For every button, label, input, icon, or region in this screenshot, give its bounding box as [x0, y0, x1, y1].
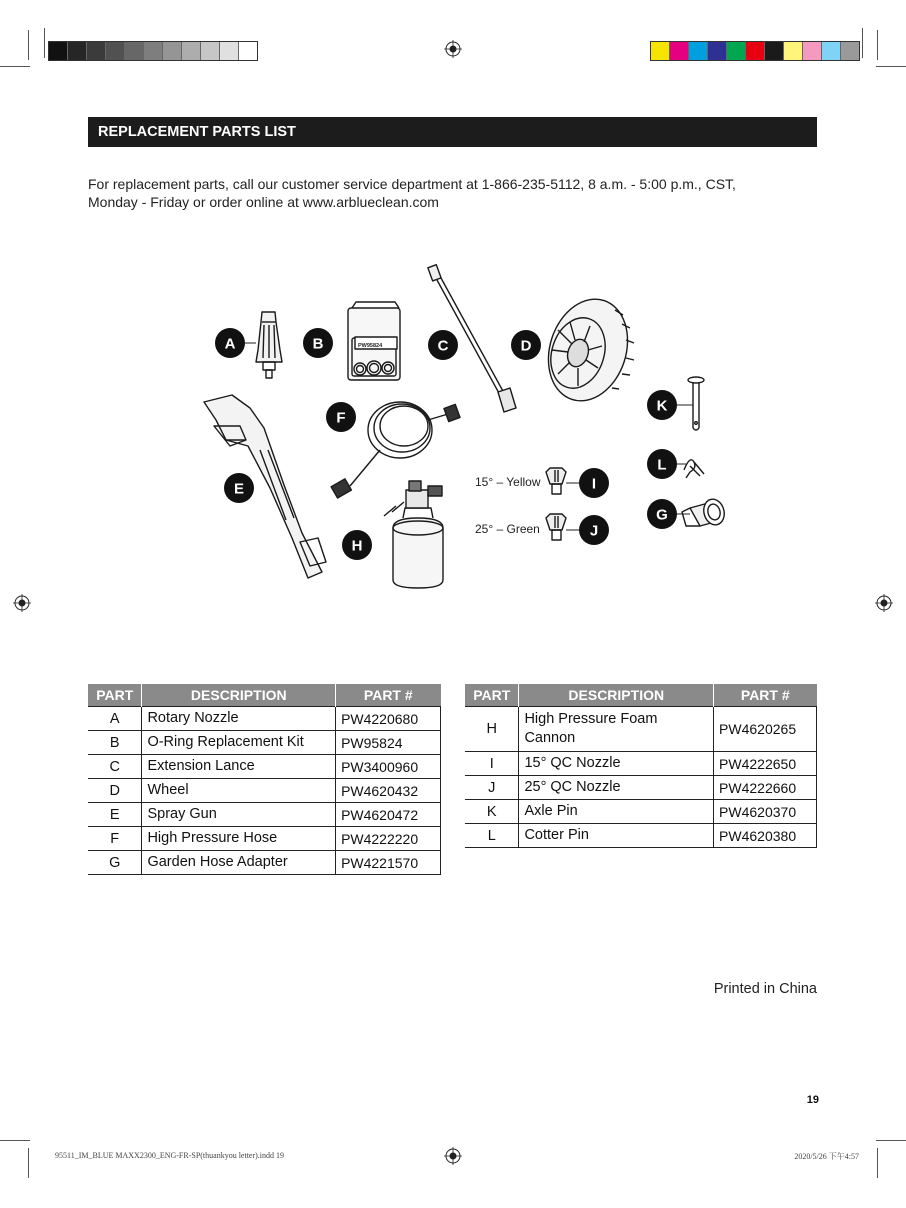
- part-cell: F: [88, 827, 142, 851]
- table-row: [465, 824, 817, 848]
- part-number-cell: PW4220680: [336, 707, 441, 731]
- part-cell: J: [465, 776, 519, 800]
- color-swatch: [144, 42, 163, 60]
- qc-nozzle-25-illustration: [546, 514, 566, 540]
- footer-date: 2020/5/26 下午4:57: [794, 1152, 859, 1161]
- description-cell: Wheel: [142, 779, 336, 803]
- registration-mark-bottom: [444, 1147, 462, 1165]
- parts-table-left: [88, 684, 441, 875]
- callout-e: [224, 473, 254, 503]
- table-row: [465, 752, 817, 776]
- description-cell: Spray Gun: [142, 803, 336, 827]
- table-row: [88, 851, 441, 875]
- color-swatch: [841, 42, 859, 60]
- color-swatch: [822, 42, 841, 60]
- grayscale-color-bar: [48, 41, 258, 61]
- part-number-cell: PW3400960: [336, 755, 441, 779]
- color-swatch: [670, 42, 689, 60]
- description-cell: High Pressure Foam Cannon: [519, 707, 714, 752]
- table-row: [88, 803, 441, 827]
- callout-j-letter: J: [589, 522, 599, 540]
- callout-j: [579, 515, 609, 545]
- description-cell: Axle Pin: [519, 800, 714, 824]
- table-row: [465, 800, 817, 824]
- cotter-pin-illustration: [684, 460, 704, 478]
- part-number-cell: PW4620370: [714, 800, 817, 824]
- header-part: PART: [465, 684, 519, 707]
- color-swatch: [689, 42, 708, 60]
- callout-h: [342, 530, 372, 560]
- part-cell: E: [88, 803, 142, 827]
- color-swatch: [746, 42, 765, 60]
- header-part-number: PART #: [714, 684, 817, 707]
- kit-label-text: PW95824: [358, 343, 383, 349]
- color-swatch: [220, 42, 239, 60]
- o-ring-kit-illustration: [348, 302, 400, 380]
- callout-h-letter: H: [351, 537, 363, 555]
- intro-paragraph: [88, 175, 817, 211]
- description-cell: 25° QC Nozzle: [519, 776, 714, 800]
- description-cell: O-Ring Replacement Kit: [142, 731, 336, 755]
- callout-c-letter: C: [437, 337, 449, 355]
- part-cell: I: [465, 752, 519, 776]
- callout-i: [579, 468, 609, 498]
- callout-a-letter: A: [224, 335, 236, 353]
- part-cell: A: [88, 707, 142, 731]
- callout-i-letter: I: [591, 475, 597, 493]
- callout-l: [647, 449, 677, 479]
- wheel-illustration: [536, 289, 640, 411]
- part-cell: B: [88, 731, 142, 755]
- color-swatch: [784, 42, 803, 60]
- garden-hose-adapter-illustration: [682, 497, 727, 527]
- callout-f-letter: F: [336, 409, 346, 427]
- callout-f: [326, 402, 356, 432]
- part-number-cell: PW4222660: [714, 776, 817, 800]
- description-cell: Rotary Nozzle: [142, 707, 336, 731]
- parts-diagram: [0, 250, 906, 600]
- registration-mark-top: [444, 40, 462, 58]
- color-swatch: [125, 42, 144, 60]
- foam-cannon-illustration: [384, 481, 443, 588]
- header-part-number: PART #: [336, 684, 441, 707]
- part-cell: G: [88, 851, 142, 875]
- qc-nozzle-15-illustration: [546, 468, 566, 494]
- table-row: [88, 779, 441, 803]
- part-cell: C: [88, 755, 142, 779]
- spray-gun-illustration: [204, 395, 326, 578]
- description-cell: 15° QC Nozzle: [519, 752, 714, 776]
- part-number-cell: PW95824: [336, 731, 441, 755]
- color-swatch: [201, 42, 220, 60]
- part-cell: H: [465, 707, 519, 752]
- nozzle-i-label: 15° – Yellow: [475, 475, 541, 489]
- table-row: [88, 731, 441, 755]
- part-number-cell: PW4620380: [714, 824, 817, 848]
- part-number-cell: PW4222220: [336, 827, 441, 851]
- rotary-nozzle-illustration: [256, 312, 282, 378]
- part-number-cell: PW4620265: [714, 707, 817, 752]
- color-swatch: [49, 42, 68, 60]
- callout-c: [428, 330, 458, 360]
- part-number-cell: PW4620432: [336, 779, 441, 803]
- table-row: [465, 776, 817, 800]
- color-swatch: [68, 42, 87, 60]
- callout-d: [511, 330, 541, 360]
- table-row: [88, 707, 441, 731]
- callout-b-letter: B: [312, 335, 324, 353]
- intro-line-2: Monday - Friday or order online at www.arblueclean.com: [88, 194, 439, 210]
- header-part: PART: [88, 684, 142, 707]
- part-cell: K: [465, 800, 519, 824]
- nozzle-j-label: 25° – Green: [475, 522, 540, 536]
- part-number-cell: PW4222650: [714, 752, 817, 776]
- part-cell: D: [88, 779, 142, 803]
- color-swatch: [651, 42, 670, 60]
- callout-g: [647, 499, 677, 529]
- header-description: DESCRIPTION: [519, 684, 714, 707]
- color-swatch: [182, 42, 201, 60]
- printed-in-note: Printed in China: [713, 981, 817, 997]
- description-cell: Garden Hose Adapter: [142, 851, 336, 875]
- description-cell: High Pressure Hose: [142, 827, 336, 851]
- table-row: [88, 755, 441, 779]
- header-description: DESCRIPTION: [142, 684, 336, 707]
- part-number-cell: PW4620472: [336, 803, 441, 827]
- part-number-cell: PW4221570: [336, 851, 441, 875]
- callout-b: [303, 328, 333, 358]
- part-cell: L: [465, 824, 519, 848]
- color-swatch: [106, 42, 125, 60]
- intro-line-1: For replacement parts, call our customer service department at 1-866-235-5112, 8 a.m. - 5:00 p.m., CST,: [88, 176, 736, 192]
- process-color-bar: [650, 41, 860, 61]
- callout-k: [647, 390, 677, 420]
- color-swatch: [87, 42, 106, 60]
- callout-a: [215, 328, 245, 358]
- color-swatch: [239, 42, 257, 60]
- page-number: 19: [806, 1094, 819, 1106]
- table-row: [465, 707, 817, 752]
- description-cell: Extension Lance: [142, 755, 336, 779]
- color-swatch: [708, 42, 727, 60]
- description-cell: Cotter Pin: [519, 824, 714, 848]
- table-row: [88, 827, 441, 851]
- axle-pin-illustration: [688, 377, 704, 430]
- color-swatch: [727, 42, 746, 60]
- callout-g-letter: G: [656, 506, 668, 524]
- callout-k-letter: K: [656, 397, 668, 415]
- callout-d-letter: D: [520, 337, 532, 355]
- callout-l-letter: L: [657, 456, 667, 474]
- color-swatch: [803, 42, 822, 60]
- footer-file-info: 95511_IM_BLUE MAXX2300_ENG-FR-SP(thuankyou letter).indd 19: [55, 1151, 285, 1160]
- section-title-banner: REPLACEMENT PARTS LIST: [88, 117, 817, 147]
- color-swatch: [163, 42, 182, 60]
- color-swatch: [765, 42, 784, 60]
- callout-e-letter: E: [233, 480, 245, 498]
- parts-table-right: [465, 684, 817, 848]
